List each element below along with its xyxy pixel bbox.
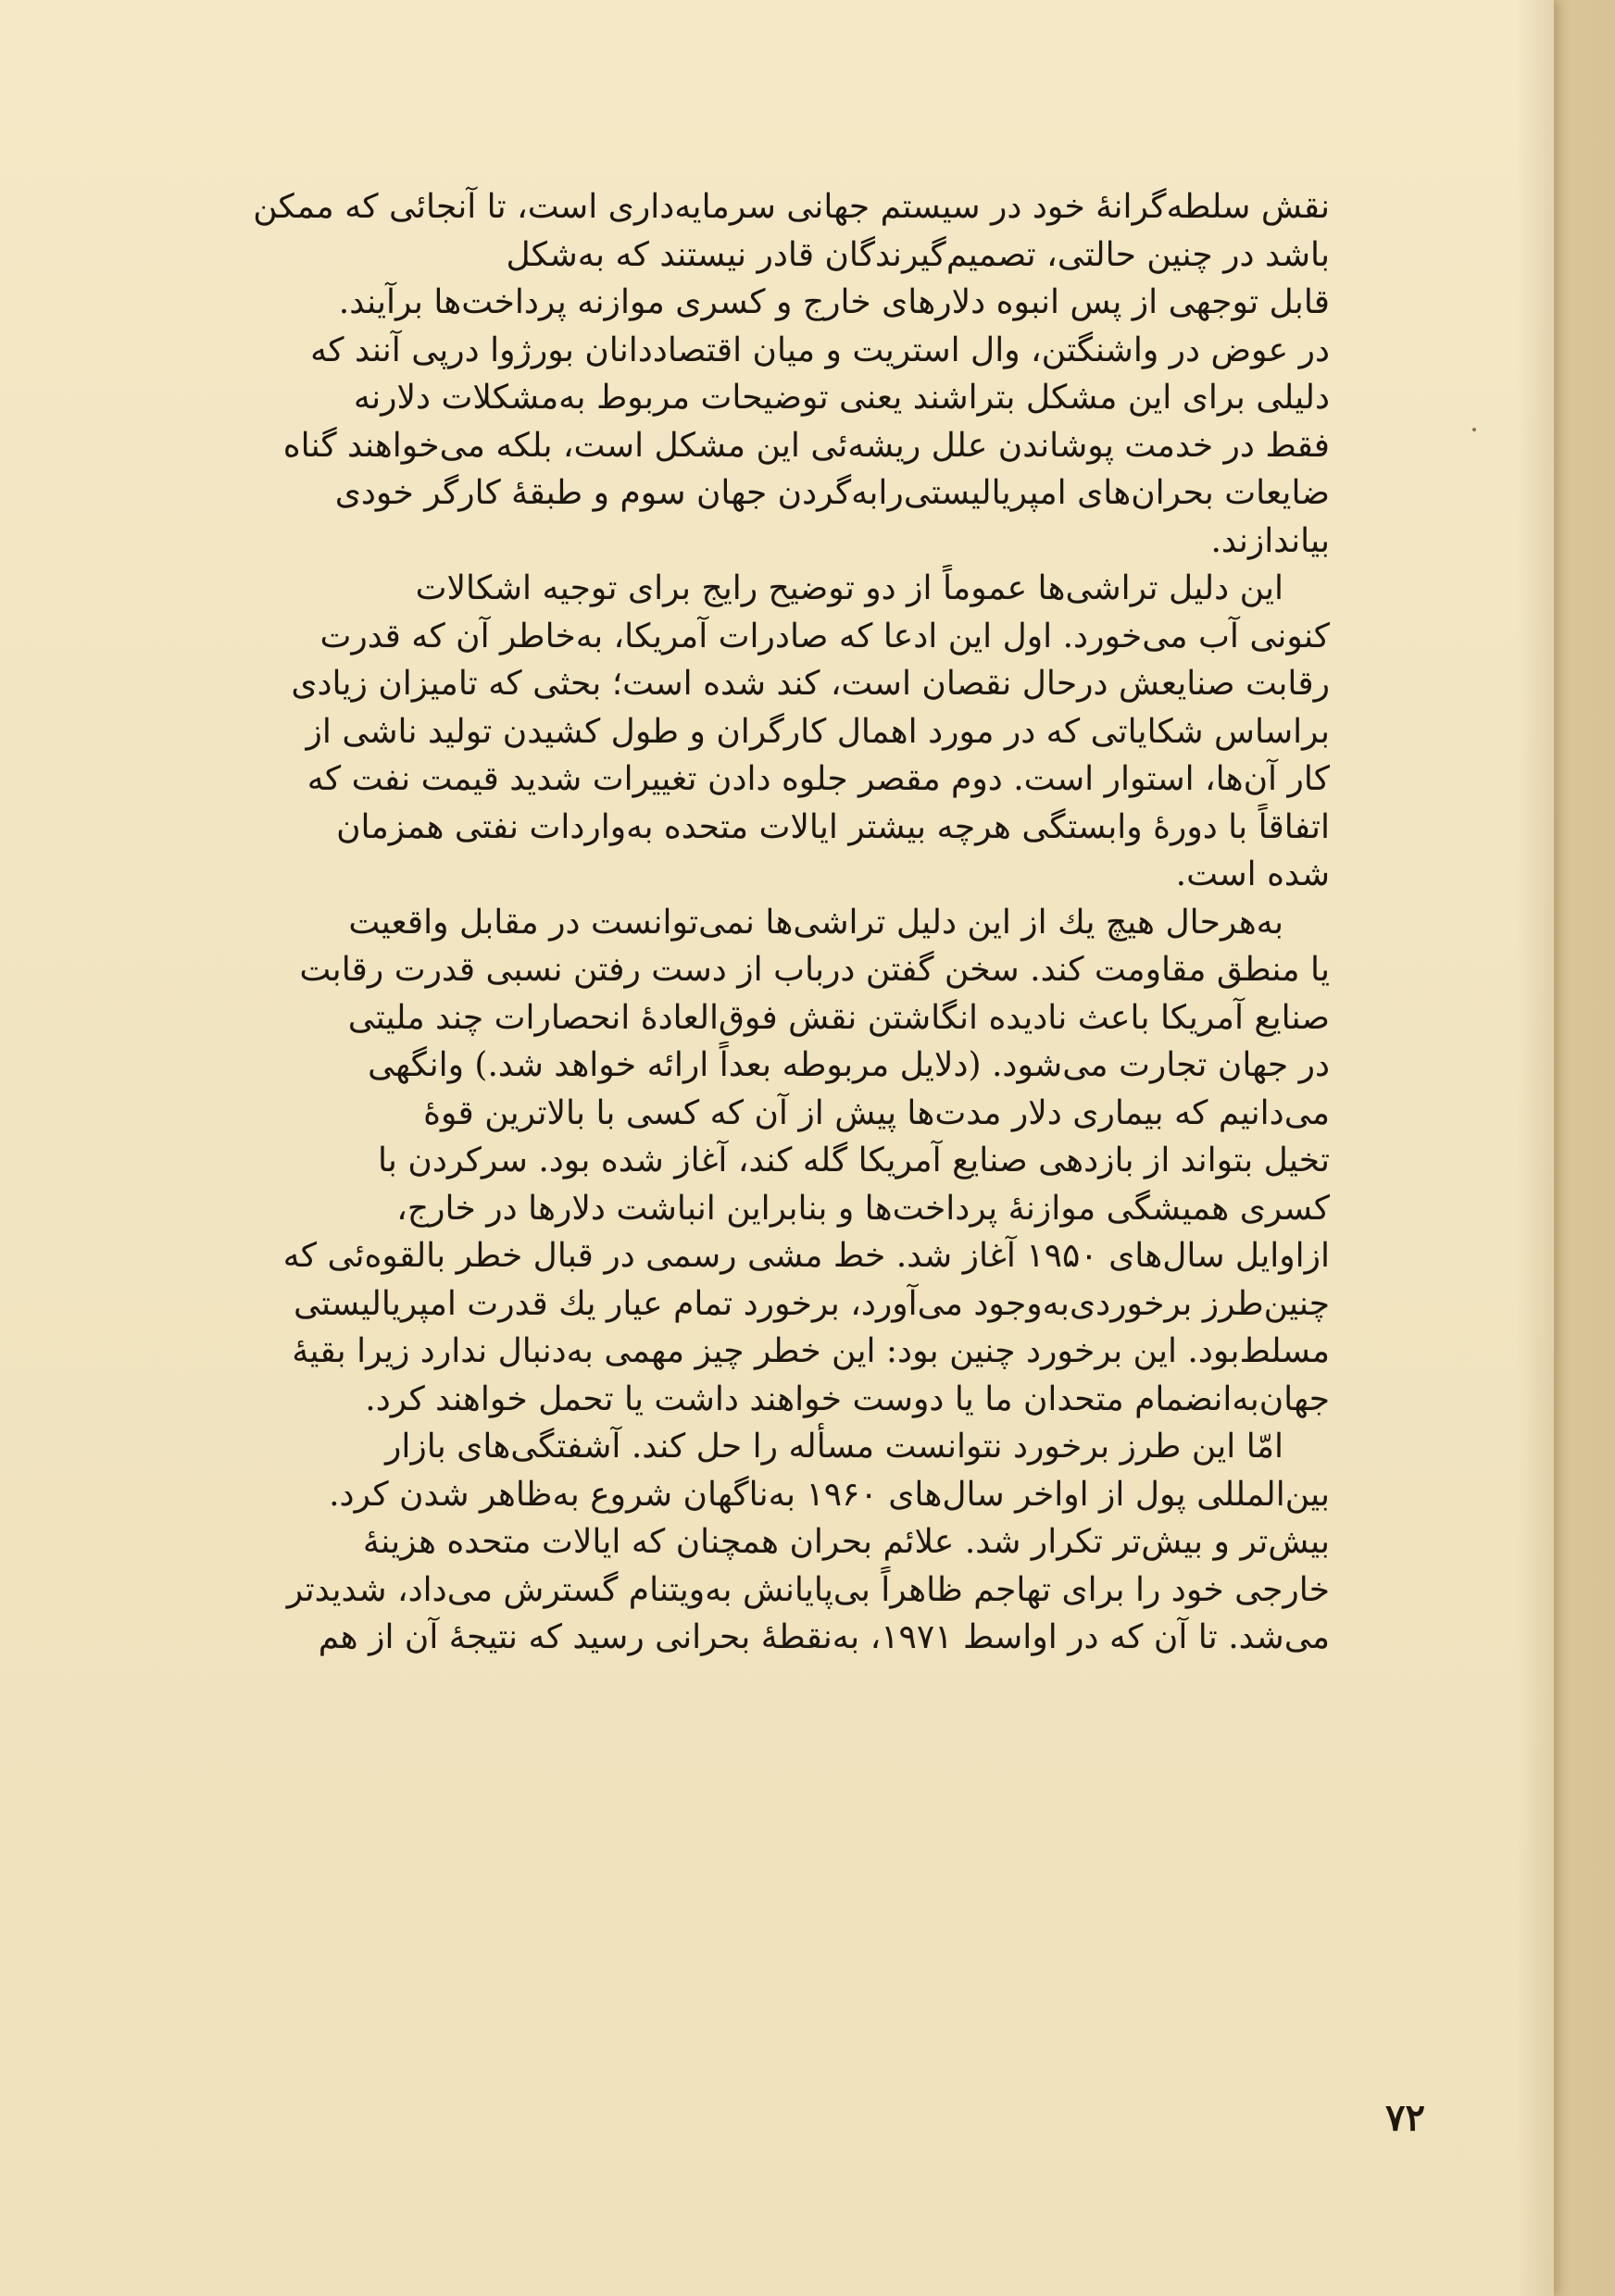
text-line: کنونی آب می‌خورد. اول این ادعا که صادرات آمریکا، به‌خاطر آن که قدرت	[319, 617, 1330, 655]
text-line: باشد در چنین حالتی، تصمیم‌گیرندگان قادر نیستند که به‌شکل	[506, 235, 1330, 274]
text-line: نقش سلطه‌گرانهٔ خود در سیستم جهانی سرمایه‌داری است، تا آنجائی که ممکن	[253, 188, 1330, 226]
text-line: یا منطق مقاومت کند. سخن گفتن درباب از دست رفتن نسبی قدرت رقابت	[299, 951, 1330, 989]
text-line: بیاندازند.	[1210, 521, 1330, 560]
text-line: در جهان تجارت می‌شود. (دلایل مربوطه بعداً ارائه خواهد شد.) وانگهی	[368, 1046, 1330, 1084]
paragraph-first-line: امّا این طرز برخورد نتوانست مسأله را حل کند. آشفتگی‌های بازار	[384, 1428, 1283, 1466]
text-line: مسلط‌بود. این برخورد چنین بود: این خطر چیز مهمی به‌دنبال ندارد زیرا بقیهٔ	[292, 1332, 1330, 1370]
text-line: کسری همیشگی موازنهٔ پرداخت‌ها و بنابراین انباشت دلارها در خارج،	[396, 1189, 1330, 1228]
text-line: دلیلی برای این مشکل بتراشند یعنی توضیحات مربوط به‌مشکلات دلارنه	[353, 379, 1330, 417]
text-line: شده است.	[1175, 855, 1330, 893]
text-line: بین‌المللی پول از اواخر سال‌های ۱۹۶۰ به‌ناگهان شروع به‌ظاهر شدن کرد.	[329, 1475, 1330, 1514]
text-line: ازاوایل سال‌های ۱۹۵۰ آغاز شد. خط مشی رسمی در قبال خطر بالقوه‌ئی که	[282, 1237, 1330, 1275]
paragraph-first-line: این دلیل تراشی‌ها عموماً از دو توضیح رایج برای توجیه اشکالات	[415, 569, 1283, 607]
text-line: خارجی خود را برای تهاجم ظاهراً بی‌پایانش به‌ویتنام گسترش می‌داد، شدیدتر	[286, 1570, 1330, 1609]
text-line: ضایعات بحران‌های امپریالیستی‌رابه‌گردن جهان سوم و طبقهٔ کارگر خودی	[334, 474, 1330, 512]
text-line: صنایع آمریکا باعث نادیده انگاشتن نقش فوق‌العادهٔ انحصارات چند ملیتی	[347, 998, 1330, 1037]
text-line: قابل توجهی از پس انبوه دلارهای خارج و کسری موازنه پرداخت‌ها برآیند.	[338, 283, 1330, 321]
body-text	[211, 183, 1330, 1662]
text-line: جهان‌به‌انضمام متحدان ما یا دوست خواهند داشت یا تحمل خواهند کرد.	[365, 1379, 1330, 1418]
text-line: چنین‌طرز برخوردی‌به‌وجود می‌آورد، برخورد تمام عیار یك قدرت امپریالیستی	[294, 1284, 1330, 1323]
text-line: براساس شکایاتی که در مورد اهمال کارگران و طول کشیدن تولید ناشی از	[306, 712, 1330, 751]
text-line: فقط در خدمت پوشاندن علل ریشه‌ئی این مشکل است، بلکه می‌خواهند گناه	[282, 426, 1330, 465]
paper-speck	[1472, 428, 1476, 431]
page-number: ۷۲	[1385, 2096, 1425, 2140]
text-line: بیش‌تر و بیش‌تر تکرار شد. علائم بحران همچنان که ایالات متحده هزینهٔ	[362, 1523, 1330, 1561]
text-line: می‌دانیم که بیماری دلار مدت‌ها پیش از آن که کسی با بالاترین قوهٔ	[423, 1093, 1330, 1132]
text-line: در عوض در واشنگتن، وال استریت و میان اقتصاددانان بورژوا درپی آنند که	[310, 331, 1330, 369]
text-line: اتفاقاً با دورهٔ وابستگی هرچه بیشتر ایالات متحده به‌واردات نفتی همزمان	[336, 807, 1330, 846]
text-line: تخیل بتواند از بازدهی صنایع آمریکا گله کند، آغاز شده بود. سرکردن با	[377, 1142, 1330, 1179]
text-line: رقابت صنایعش درحال نقصان است، کند شده است؛ بحثی که تامیزان زیادی	[291, 665, 1330, 703]
text-line: کار آن‌ها، استوار است. دوم مقصر جلوه دادن تغییرات شدید قیمت نفت که	[307, 760, 1330, 798]
paragraph-first-line: به‌هرحال هیچ یك از این دلیل تراشی‌ها نمی‌توانست در مقابل واقعیت	[348, 903, 1283, 942]
text-line: می‌شد. تا آن که در اواسط ۱۹۷۱، به‌نقطهٔ بحرانی رسید که نتیجهٔ آن از هم	[318, 1618, 1330, 1656]
